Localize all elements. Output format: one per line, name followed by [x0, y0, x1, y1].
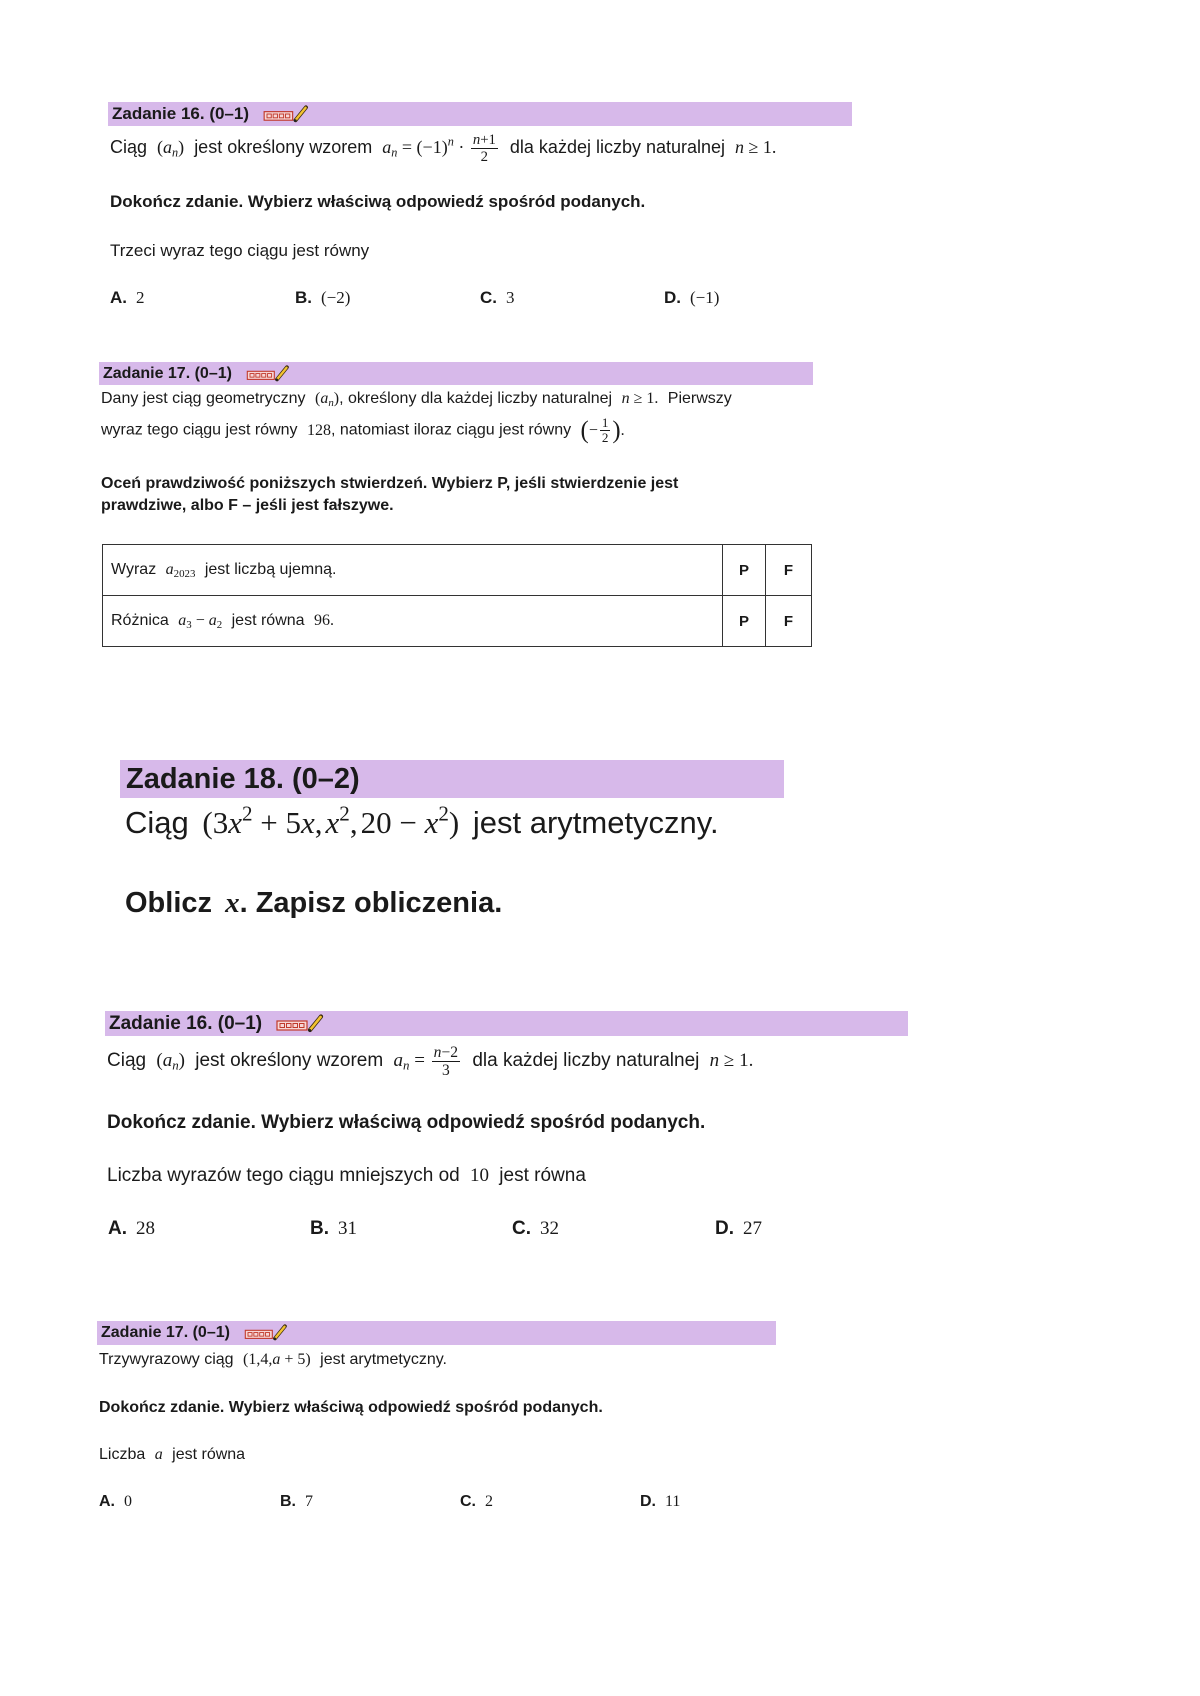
task4-answer-c[interactable] — [512, 1218, 559, 1240]
task5-answer-a[interactable] — [99, 1493, 132, 1511]
question-number: 10 — [470, 1165, 490, 1186]
task4-header — [105, 1011, 908, 1036]
statement-text-start: Ciąg — [107, 1049, 147, 1071]
term-index: 2023 — [173, 568, 196, 581]
paren-open: ( — [156, 1049, 163, 1071]
statement-text-mid: , określony dla każdej liczby naturalnej — [339, 390, 613, 407]
condition — [710, 1050, 754, 1071]
paren-close: ) — [178, 1049, 185, 1071]
term-variable: a — [178, 612, 187, 629]
answer-value: 0 — [124, 1493, 132, 1510]
fraction-numerator — [471, 132, 498, 149]
expr-exponent: 2 — [339, 801, 350, 826]
task1-answer-c[interactable] — [480, 288, 515, 308]
answer-value: (−2) — [321, 288, 351, 307]
task5-answer-d[interactable] — [640, 1493, 680, 1511]
formula-base: (−1) — [416, 136, 448, 157]
answer-value: 28 — [136, 1218, 155, 1239]
expr-part: (1,4, — [243, 1351, 273, 1368]
answer-label: A. — [108, 1218, 127, 1239]
condition-variable: n — [621, 390, 630, 407]
condition-rest: ≥ 1. — [633, 390, 659, 407]
difference-expression — [178, 612, 223, 632]
task5-statement — [99, 1349, 447, 1371]
statement-text-end: dla każdej liczby naturalnej — [472, 1049, 700, 1071]
answer-value: 2 — [136, 288, 145, 307]
task2-instruction-line1: Oceń prawdziwość poniższych stwierdzeń. Wybierz P, jeśli stwierdzenie jest — [101, 475, 679, 492]
condition — [622, 390, 659, 407]
ratio-minus: − — [588, 421, 598, 439]
expr-variable: x — [325, 805, 340, 840]
sequence-index: n — [172, 145, 179, 160]
minus-sign: − — [195, 612, 205, 629]
answer-label: B. — [295, 288, 312, 307]
task3-statement — [125, 801, 719, 844]
table-row — [103, 545, 812, 596]
condition-variable: n — [735, 136, 745, 157]
formula — [393, 1044, 462, 1080]
task2-title: Zadanie 17. (0–1) — [103, 364, 232, 382]
statement-text-start: Różnica — [111, 612, 169, 629]
answer-value: 2 — [485, 1493, 493, 1510]
fraction-denominator: 3 — [441, 1062, 450, 1080]
formula-equals: = — [414, 1049, 425, 1071]
task3-header — [120, 760, 784, 798]
task4-title: Zadanie 16. (0–1) — [109, 1012, 263, 1034]
answer-value: 27 — [743, 1218, 762, 1239]
task2-header — [99, 362, 813, 385]
numerator-rest: −2 — [441, 1044, 459, 1061]
task2-instruction-line2: prawdziwe, albo F – jeśli jest fałszywe. — [101, 497, 394, 514]
paren-open: ( — [580, 416, 589, 444]
sequence-index: n — [172, 1057, 179, 1073]
task4-statement — [107, 1044, 758, 1079]
expr-part: + 5) — [280, 1351, 311, 1368]
formula-lhs-variable: a — [393, 1049, 403, 1071]
expr-comma: , — [349, 805, 358, 840]
statement-text-end: Pierwszy — [667, 390, 732, 407]
question-start: Liczba — [99, 1446, 146, 1463]
answer-label: D. — [640, 1493, 656, 1510]
expr-exponent: 2 — [241, 801, 253, 826]
sequence-notation — [157, 136, 185, 160]
answer-label: C. — [512, 1218, 531, 1239]
statement-text-end: jest liczbą ujemną. — [204, 561, 337, 578]
fraction-numerator — [432, 1044, 460, 1062]
formula-fraction — [471, 132, 498, 165]
statement-text-end: jest arytmetyczny. — [320, 1351, 447, 1368]
condition-rest: ≥ 1. — [748, 136, 777, 157]
answer-label: A. — [99, 1493, 115, 1510]
task5-header — [97, 1321, 776, 1345]
first-term-value: 128 — [306, 421, 331, 439]
condition-rest: ≥ 1. — [723, 1049, 754, 1071]
instruction-end: . Zapisz obliczenia. — [239, 887, 503, 919]
task5-answer-c[interactable] — [460, 1493, 493, 1511]
question-end: jest równa — [172, 1446, 246, 1463]
task3-instruction — [125, 883, 502, 924]
task1-question: Trzeci wyraz tego ciągu jest równy — [110, 241, 370, 260]
answer-value: 11 — [665, 1493, 681, 1510]
numerator-rest: +1 — [480, 132, 496, 148]
condition-variable: n — [709, 1049, 720, 1071]
statement-text-start: Wyraz — [111, 561, 157, 578]
answer-value: 3 — [506, 288, 515, 307]
expr-variable: x — [424, 805, 439, 840]
true-option[interactable]: P — [723, 545, 766, 596]
statement-text-end: dla każdej liczby naturalnej — [509, 136, 726, 157]
formula — [382, 132, 500, 166]
task4-answer-b[interactable] — [310, 1218, 357, 1240]
task1-answer-a[interactable] — [110, 288, 145, 308]
formula-dot: · — [458, 136, 465, 157]
instruction-variable: x — [225, 887, 240, 919]
false-option[interactable]: F — [766, 545, 812, 596]
sequence-variable: a — [320, 390, 329, 407]
term-index: 2 — [216, 619, 223, 632]
paren-close: ) — [612, 416, 621, 444]
true-false-table — [102, 544, 812, 647]
expr-comma: , — [314, 805, 323, 840]
score-box-pencil-icon — [244, 1324, 288, 1342]
statement-text-start: Trzywyrazowy ciąg — [99, 1351, 234, 1368]
answer-value: (−1) — [690, 288, 720, 307]
formula-lhs-variable: a — [382, 136, 392, 157]
expr-part: + 5 — [252, 805, 302, 840]
question-variable: a — [154, 1446, 163, 1463]
statement-text-start: wyraz tego ciągu jest równy — [101, 421, 298, 439]
score-box-pencil-icon — [246, 365, 290, 383]
sequence-variable: a — [162, 1049, 173, 1071]
question-end: jest równa — [499, 1165, 586, 1186]
sequence-expression — [202, 801, 460, 840]
ratio-value — [580, 415, 625, 446]
sequence-expression — [243, 1351, 311, 1368]
task5-title: Zadanie 17. (0–1) — [101, 1324, 230, 1341]
paren-open: ( — [314, 390, 321, 407]
task1-header — [108, 102, 852, 126]
task2-statement-line1 — [101, 388, 732, 410]
sequence-variable: a — [163, 136, 173, 157]
expr-variable: a — [272, 1351, 281, 1368]
task3-title: Zadanie 18. (0–2) — [126, 762, 360, 795]
task2-statement-line2 — [101, 416, 630, 446]
expr-exponent: 2 — [438, 801, 449, 826]
fraction-denominator: 2 — [601, 430, 609, 446]
task4-question — [107, 1163, 586, 1190]
statement-text-mid: , natomiast iloraz ciągu jest równy — [330, 421, 572, 439]
sentence-end: . — [620, 421, 625, 439]
task5-question — [99, 1444, 245, 1466]
statement-cell — [103, 545, 723, 596]
statement-text-start: Dany jest ciąg geometryczny — [101, 390, 306, 407]
expr-variable: x — [228, 805, 242, 840]
answer-label: A. — [110, 288, 127, 307]
formula-equals: = — [401, 136, 413, 157]
statement-text-end: jest arytmetyczny. — [472, 805, 719, 840]
answer-value: 32 — [540, 1218, 559, 1239]
answer-label: D. — [715, 1218, 734, 1239]
term-index: 3 — [186, 619, 192, 632]
score-box-pencil-icon — [276, 1014, 324, 1034]
statement-text-start: Ciąg — [125, 805, 189, 840]
expr-variable: x — [301, 805, 315, 840]
condition — [735, 137, 776, 157]
task1-instruction: Dokończ zdanie. Wybierz właściwą odpowiedź spośród podanych. — [110, 192, 646, 211]
statement-text-end: jest równa — [231, 612, 305, 629]
score-box-pencil-icon — [263, 105, 309, 124]
term-variable: a — [208, 612, 217, 629]
sequence-index: n — [328, 397, 334, 410]
formula-lhs-index: n — [402, 1057, 410, 1073]
term-notation — [165, 561, 196, 581]
paren-close: ) — [178, 136, 185, 157]
answer-label: B. — [280, 1493, 296, 1510]
expr-part: 20 − — [360, 805, 425, 840]
answer-label: C. — [460, 1493, 476, 1510]
paren-open: ( — [157, 136, 164, 157]
answer-value: 31 — [338, 1218, 357, 1239]
instruction-start: Oblicz — [125, 887, 213, 919]
task5-answer-b[interactable] — [280, 1493, 313, 1511]
question-start: Liczba wyrazów tego ciągu mniejszych od — [107, 1165, 460, 1186]
false-option[interactable]: F — [766, 596, 812, 647]
paren-close: ) — [333, 390, 340, 407]
task1-statement — [110, 132, 781, 165]
answer-label: B. — [310, 1218, 329, 1239]
expr-part: ) — [448, 805, 460, 840]
numerator-variable: n — [433, 1044, 442, 1061]
task1-answer-d[interactable] — [664, 288, 719, 308]
difference-value: 96. — [314, 612, 334, 629]
sequence-notation — [156, 1050, 185, 1071]
statement-text-mid: jest określony wzorem — [194, 136, 373, 157]
formula-lhs-index: n — [391, 145, 398, 160]
table-row — [103, 596, 812, 647]
statement-text-start: Ciąg — [110, 136, 148, 157]
task4-answer-a[interactable] — [108, 1218, 155, 1240]
task1-answer-b[interactable] — [295, 288, 350, 308]
task4-instruction: Dokończ zdanie. Wybierz właściwą odpowiedź spośród podanych. — [107, 1112, 706, 1133]
fraction-numerator: 1 — [601, 415, 609, 430]
formula-exponent: n — [447, 134, 454, 149]
task5-instruction: Dokończ zdanie. Wybierz właściwą odpowiedź spośród podanych. — [99, 1399, 603, 1416]
answer-label: C. — [480, 288, 497, 307]
expr-part: (3 — [202, 805, 229, 840]
statement-text-mid: jest określony wzorem — [195, 1049, 384, 1071]
answer-value: 7 — [305, 1493, 313, 1510]
task1-title: Zadanie 16. (0–1) — [112, 104, 250, 123]
answer-label: D. — [664, 288, 681, 307]
task4-answer-d[interactable] — [715, 1218, 762, 1240]
fraction-denominator: 2 — [480, 149, 489, 166]
term-variable: a — [165, 561, 174, 578]
sequence-notation — [314, 390, 340, 410]
statement-cell — [103, 596, 723, 647]
true-option[interactable]: P — [723, 596, 766, 647]
numerator-variable: n — [472, 132, 481, 148]
formula-fraction — [432, 1044, 460, 1079]
ratio-fraction — [600, 416, 611, 446]
